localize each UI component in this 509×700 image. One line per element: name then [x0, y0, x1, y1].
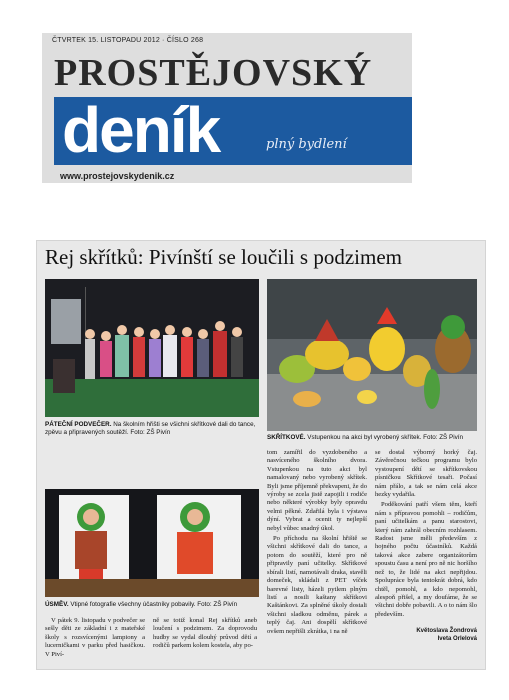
article-column-3 [267, 449, 367, 638]
caption-text: Vstupenkou na akci byl vyrobený skřítek. [305, 434, 422, 441]
issue-date: ČTVRTEK 15. LISTOPADU 2012 · ČÍSLO 268 [52, 37, 204, 44]
caption-lead: PÁTEČNÍ PODVEČER. [45, 421, 112, 428]
article-clipping [36, 240, 486, 670]
photo-caption-3 [45, 601, 259, 609]
article-column-2 [153, 617, 257, 653]
photo-caption-2 [267, 434, 477, 442]
photo-caption-1 [45, 421, 259, 437]
caption-text: Na školním hřišti se všichni skřítkové dali do tance, zpěvu a připravených soutěží. [45, 421, 256, 436]
article-column-1 [45, 617, 145, 661]
masthead [42, 33, 412, 183]
photo-smile-boards [45, 489, 259, 597]
caption-lead: ÚSMĚV. [45, 601, 69, 608]
slogan: plný bydlení [266, 137, 347, 152]
headline: Rej skřítků: Pivínští se loučili s podzimem [45, 245, 402, 269]
caption-credit: Foto: ZŠ Pivín [128, 429, 171, 436]
paragraph: Po příchodu na školní hřiště se všichni skřítkové dali do tance, a potom do soutěží, které pro ně připravily paní učitelky. Skřítkové sbírali listí, namotávali draka, stavěli domeček, skládali z PET víček barevné listy, házeli pytlem plným listí a nosili kaštany skřítkovi Kaštánkovi. Za splněné úkoly dostali všichni sladkou odměnu, párek a teplý čaj. Ani dospělí skřítkové ovšem nepřišli zkrátka, i na ně [267, 535, 367, 635]
article-column-4 [375, 449, 477, 643]
photo-children-dancing-image [45, 279, 259, 417]
brand-band [54, 94, 412, 166]
paragraph: V pátek 9. listopadu v podvečer se sešly děti ze základní i z mateřské školy s rozsvícenými lampiony a lucerničkami v parku před hasičkou. V Piví- [45, 617, 145, 658]
caption-credit: Foto: ZŠ Pivín [195, 601, 238, 608]
newspaper-logo: deník [62, 94, 220, 166]
paragraph: Poděkování patří všem těm, kteří nám s přípravou pomohli – rodičům, paní učitelkám a panu starostovi, který nám zahrál obecním rozhlasem. Radost jsme měli především z hojného počtu účastníků. Každá taková akce zabere organizátorům spoustu času a není pro ně nic horšího než to, že lidé na akci nepřijdou. Spolupráce byla tentokrát dobrá, kdo chtěl, pomohl, a kdo nepomohl, alespoň přišel, a my doufáme, že se všichni dobře pobavili. A o to nám šlo především. [375, 501, 477, 618]
newspaper-title-top: PROSTĚJOVSKÝ [54, 52, 373, 94]
caption-credit: Foto: ZŠ Pivín [421, 434, 464, 441]
website-url: www.prostejovskydenik.cz [60, 171, 175, 181]
paragraph: se dostal výborný horký čaj. Závěrečnou tečkou programu bylo vystoupení dětí se skřítkovskou písničkou Skřítkové tesaři. Počasí nám přálo, a tak se nám celá akce hezky vydařila. [375, 449, 477, 499]
author-name: Květoslava Žondrová [416, 628, 477, 635]
author-name: Iveta Orlelová [437, 636, 477, 643]
photo-smile-boards-image [45, 489, 259, 597]
photo-pumpkin-gnomes-image [267, 279, 477, 431]
photo-children-dancing [45, 279, 259, 417]
caption-text: Vtipné fotografie všechny účastníky pobavily. [68, 601, 196, 608]
paragraph: tom zamířil do vyzdobeného a nasvíceného školního dvora. Vstupenkou na tuto akci byl namalovaný nebo vyrobený skřítek. Byli jsme příjemně překvapeni, že do výroby se zcela jistě zapojili i rodiče nebo některé výrobky byly opravdu velmi pěkné. Zdařilá byla i výstava dýní. Vybrat a ocenit ty nejlepší nebyl vůbec snadný úkol. [267, 449, 367, 532]
author-signature [375, 627, 477, 643]
paragraph: ně se totiž konal Rej skřítků aneb loučení s podzimem. Za doprovodu hudby se vydal dlouhý průvod dětí a rodičů parkem kolem kostela, aby po- [153, 617, 257, 650]
caption-lead: SKŘÍTKOVÉ. [267, 434, 306, 441]
photo-pumpkin-gnomes [267, 279, 477, 431]
